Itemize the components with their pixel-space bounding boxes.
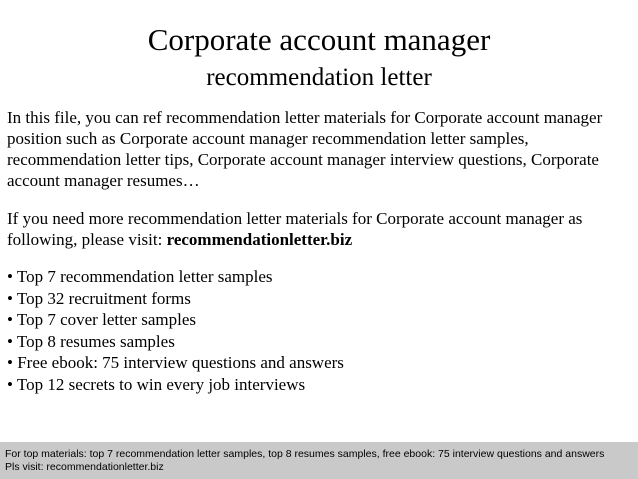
footer-line-2: Pls visit: recommendationletter.biz	[5, 461, 164, 473]
page-title	[0, 22, 638, 94]
more-info-paragraph	[7, 208, 635, 250]
list-item: • Top 7 cover letter samples	[7, 310, 197, 329]
title-line-1: Corporate account manager	[147, 22, 491, 57]
intro-paragraph: In this file, you can ref recommendation letter materials for Corporate account manager position such as Corporate account manager recommendation letter samples, recommendation letter tips, Corporate account manager interview questions, Corporate account manager resumes…	[7, 108, 603, 190]
footer-bar	[0, 442, 638, 479]
list-item: • Top 32 recruitment forms	[7, 288, 191, 308]
footer-line-1: For top materials: top 7 recommendation letter samples, top 8 resumes samples, free ebook: 75 interview questions and answers	[5, 448, 605, 460]
site-link[interactable]: recommendationletter.biz	[166, 230, 353, 249]
list-item: • Free ebook: 75 interview questions and answers	[7, 353, 344, 372]
list-item: • Top 8 resumes samples	[7, 331, 175, 351]
list-item: • Top 7 recommendation letter samples	[7, 267, 273, 286]
list-item: • Top 12 secrets to win every job interviews	[7, 374, 306, 394]
materials-list	[7, 266, 344, 395]
more-info-text: If you need more recommendation letter materials for Corporate account manager as following, please visit:	[7, 209, 583, 249]
title-line-2: recommendation letter	[206, 64, 432, 91]
